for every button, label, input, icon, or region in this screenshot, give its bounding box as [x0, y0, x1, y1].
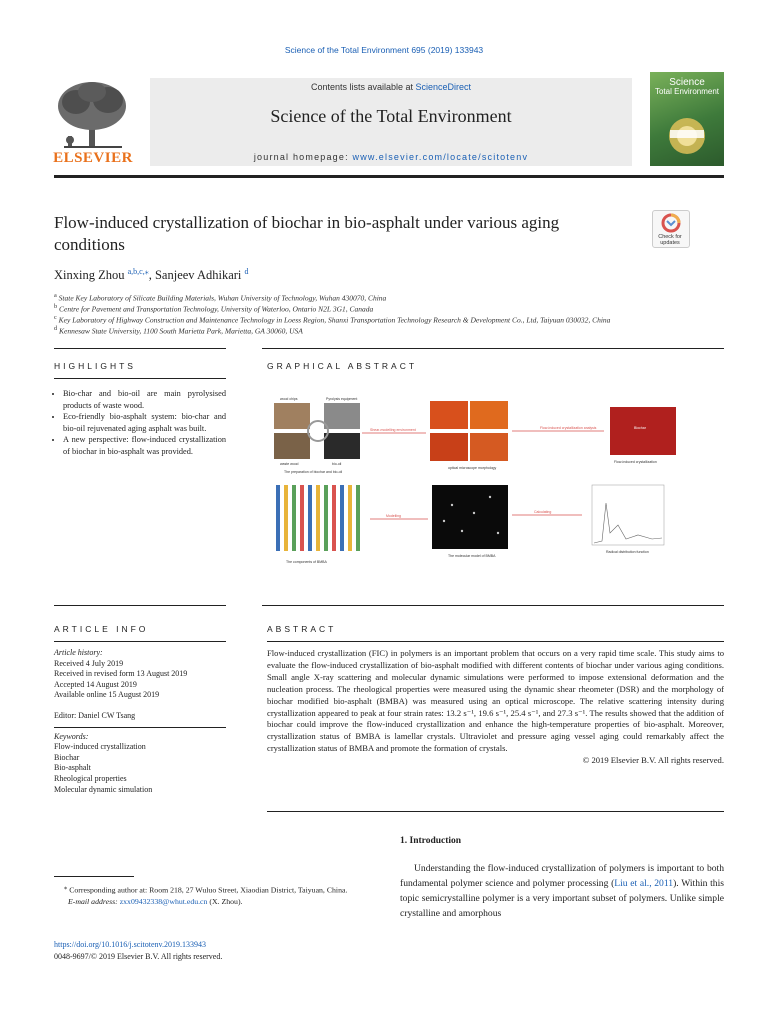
highlights-subrule	[54, 378, 226, 379]
modelling-label: Modelling	[386, 514, 401, 518]
keyword: Flow-induced crystallization	[54, 742, 146, 752]
abstract-copyright: © 2019 Elsevier B.V. All rights reserved.	[582, 755, 724, 766]
check-updates-label	[652, 234, 688, 246]
homepage-prefix: journal homepage:	[253, 152, 353, 162]
cover-title-line1: Science	[669, 77, 705, 88]
keywords-label: Keywords:	[54, 731, 89, 741]
received-date: Received 4 July 2019	[54, 658, 124, 668]
affiliation-b	[54, 303, 373, 314]
flow-caption: Flow-induced crystallization	[614, 460, 657, 464]
email-link[interactable]: zxx09432338@whut.edu.cn	[119, 896, 208, 906]
email-label: E-mail address:	[68, 896, 120, 906]
micrograph-4	[470, 433, 508, 461]
rdf-caption: Radical distribution function	[606, 550, 649, 554]
affiliation-key: a	[54, 292, 57, 299]
author-separator: ,	[148, 268, 155, 283]
micrograph-1	[430, 401, 468, 429]
highlights-heading: HIGHLIGHTS	[54, 361, 136, 371]
highlight-item: • Eco-friendly bio-asphalt system: bio-char and bio-oil rejuvenated aging asphalt was built.	[63, 411, 226, 434]
email-suffix: (X. Zhou).	[207, 896, 243, 906]
pyrolysis-photo	[324, 403, 360, 429]
intro-text-a: Understanding the flow-induced crystallization of polymers is important to both fundamental polymer science and polymer processing (	[400, 863, 724, 889]
abstract-rule	[262, 605, 724, 606]
corresponding-address: Corresponding author at: Room 218, 27 Wuluo Street, Xiaodian District, Taiyuan, China.	[67, 885, 348, 895]
components-caption: The components of BMBA	[286, 560, 327, 564]
micrograph-3	[430, 433, 468, 461]
journal-homepage	[150, 152, 632, 162]
abstract-body	[267, 648, 724, 767]
affiliation-d	[54, 325, 303, 336]
history-label: Article history:	[54, 648, 103, 657]
shear-label: Shear-modelling environment	[370, 428, 416, 432]
article-info	[54, 648, 226, 795]
author-adhikari-affiliation[interactable]: d	[244, 267, 249, 276]
affiliation-key: c	[54, 314, 57, 321]
author-zhou-affiliations[interactable]: a,b,c,	[127, 267, 145, 276]
journal-reference[interactable]: Science of the Total Environment 695 (2019) 133943	[284, 45, 484, 55]
cycle-arrow-icon	[308, 421, 328, 441]
editor: Editor: Daniel CW Tsang	[54, 710, 136, 720]
issn-copyright: 0048-9697/© 2019 Elsevier B.V. All rights reserved.	[54, 952, 223, 961]
article-info-rule	[54, 605, 226, 606]
keyword: Rheological properties	[54, 773, 127, 783]
affiliation-text: Key Laboratory of Highway Construction and Maintenance Technology in Loess Region, Shanxi Transportation Technology Research & Development Co., Ltd, Taiyuan 030032, China	[58, 315, 611, 325]
optical-caption: optical microscope morphology	[448, 466, 497, 470]
highlight-item: • Bio-char and bio-oil are main pyrolysised products of waste wood.	[63, 388, 226, 411]
abstract-end-rule	[267, 811, 724, 812]
bio-oil-photo	[324, 433, 360, 459]
header-divider	[54, 175, 724, 178]
contents-prefix: Contents lists available at	[310, 82, 416, 92]
corresponding-author-mark[interactable]: ⁎	[144, 267, 149, 276]
highlights-list	[54, 388, 226, 458]
check-updates-line1: Check for	[658, 234, 682, 240]
footnote-rule	[54, 876, 134, 877]
model-caption: The molecular model of BMBA	[448, 554, 496, 558]
author-line	[54, 267, 249, 283]
sciencedirect-link[interactable]: ScienceDirect	[415, 82, 472, 92]
abstract-subrule	[267, 641, 724, 642]
prep-caption: The preparation of biochar and bio-oil	[284, 470, 343, 474]
affiliation-key: b	[54, 303, 58, 310]
article-info-heading: ARTICLE INFO	[54, 624, 149, 634]
affiliation-text: State Key Laboratory of Silicate Building Materials, Wuhan University of Technology, Wuhan 430070, China	[58, 293, 387, 303]
affiliation-text: Kennesaw State University, 1100 South Marietta Park, Marietta, GA 30060, USA	[59, 326, 303, 336]
graphical-abstract-rule	[262, 348, 724, 349]
cover-title-line2: Total Environment	[654, 87, 720, 96]
highlights-rule	[54, 348, 226, 349]
journal-title: Science of the Total Environment	[270, 106, 512, 126]
molecular-model	[432, 485, 508, 549]
affiliation-text: Centre for Pavement and Transportation Technology, University of Waterloo, Ontario N2L 3G1, Canada	[59, 304, 374, 314]
keyword: Molecular dynamic simulation	[54, 784, 153, 794]
graphical-abstract-drawing	[262, 393, 724, 568]
biochar-label: Biochar	[634, 426, 646, 430]
check-updates-icon	[653, 211, 689, 235]
bio-oil-label: bio-oil	[332, 462, 342, 466]
micrograph-2	[470, 401, 508, 429]
revised-date: Received in revised form 13 August 2019	[54, 669, 188, 679]
author-adhikari[interactable]: Sanjeev Adhikari	[154, 268, 242, 283]
flow-label: Flow-induced crystallization analysis	[540, 426, 597, 430]
affiliation-key: d	[54, 325, 58, 332]
wood-chips-label: wood chips	[280, 397, 298, 401]
introduction-heading: 1. Introduction	[400, 836, 462, 846]
corresponding-author-footnote	[54, 882, 384, 907]
abstract-text: Flow-induced crystallization (FIC) in polymers is an important problem that occurs on a very rapid time scale. This study aims to evaluate the flow-induced crystallization of bio-asphalt modified with different contents of biochar under various aging conditions. Small angle X-ray scattering and molecular dynamic simulations were performed to impose extensional deformation and the nucleation process. The rheological properties were measured using the dynamic shear rheometer (DSR) and the morphology of biochar modified bio-asphalt (BMBA) was measured using an optical microscope. The relative scattering intensity during crystallization appeared to peak at four strain rates: 13.2 s⁻¹, 19.6 s⁻¹, 25.4 s⁻¹, and 27.3 s⁻¹. The results showed that the addition of biochar could improve the flow-induced crystallization and enhance the high-temperature properties of bio-asphalt. Moreover, crystallization status of BMBA is lamellar crystals. Ultraviolet and pressure aging vessel aging could remarkably affect the crystallization status of BMBA and promote the formation of crystals.	[267, 648, 724, 754]
check-updates-line2: updates	[660, 240, 680, 246]
waste-wood-label: waste wood	[280, 462, 299, 466]
crystallization-micrograph	[610, 407, 676, 455]
elsevier-wordmark: ELSEVIER	[53, 150, 133, 166]
cover-title	[652, 78, 722, 96]
homepage-link[interactable]: www.elsevier.com/locate/scitotenv	[352, 152, 529, 162]
wood-chips-photo	[274, 403, 310, 429]
highlight-item: • A new perspective: flow-induced crystallization of biochar in bio-asphalt was provided.	[63, 434, 226, 457]
online-date: Available online 15 August 2019	[54, 690, 160, 700]
introduction-paragraph	[400, 861, 724, 921]
doi-link[interactable]: https://doi.org/10.1016/j.scitotenv.2019.133943	[54, 940, 206, 949]
author-zhou[interactable]: Xinxing Zhou	[54, 268, 125, 283]
accepted-date: Accepted 14 August 2019	[54, 679, 137, 689]
citation-link-liu-2011[interactable]: Liu et al., 2011	[614, 878, 674, 889]
keyword: Biochar	[54, 752, 80, 762]
affiliation-c	[54, 314, 610, 325]
article-info-subrule	[54, 641, 226, 642]
pyrolysis-label: Pyrolysis equipment	[326, 397, 358, 401]
article-title: Flow-induced crystallization of biochar in bio-asphalt under various aging conditions	[54, 213, 560, 254]
waste-wood-photo	[274, 433, 310, 459]
affiliation-a	[54, 292, 386, 303]
footnote-star: ⁎	[64, 884, 68, 891]
contents-line	[150, 82, 632, 92]
abstract-heading: ABSTRACT	[267, 624, 337, 634]
intro-text-b: ). Within this topic semicrystalline polymer is a very important subset of polymers. Unlike simple crystalline and amorphous	[400, 878, 725, 919]
graphical-abstract-heading: GRAPHICAL ABSTRACT	[267, 361, 418, 371]
calculating-label: Calculating	[534, 510, 552, 514]
doi-block	[54, 939, 222, 963]
keyword: Bio-asphalt	[54, 763, 91, 773]
graphical-abstract-figure[interactable]	[262, 393, 724, 568]
components-bars	[276, 485, 360, 551]
